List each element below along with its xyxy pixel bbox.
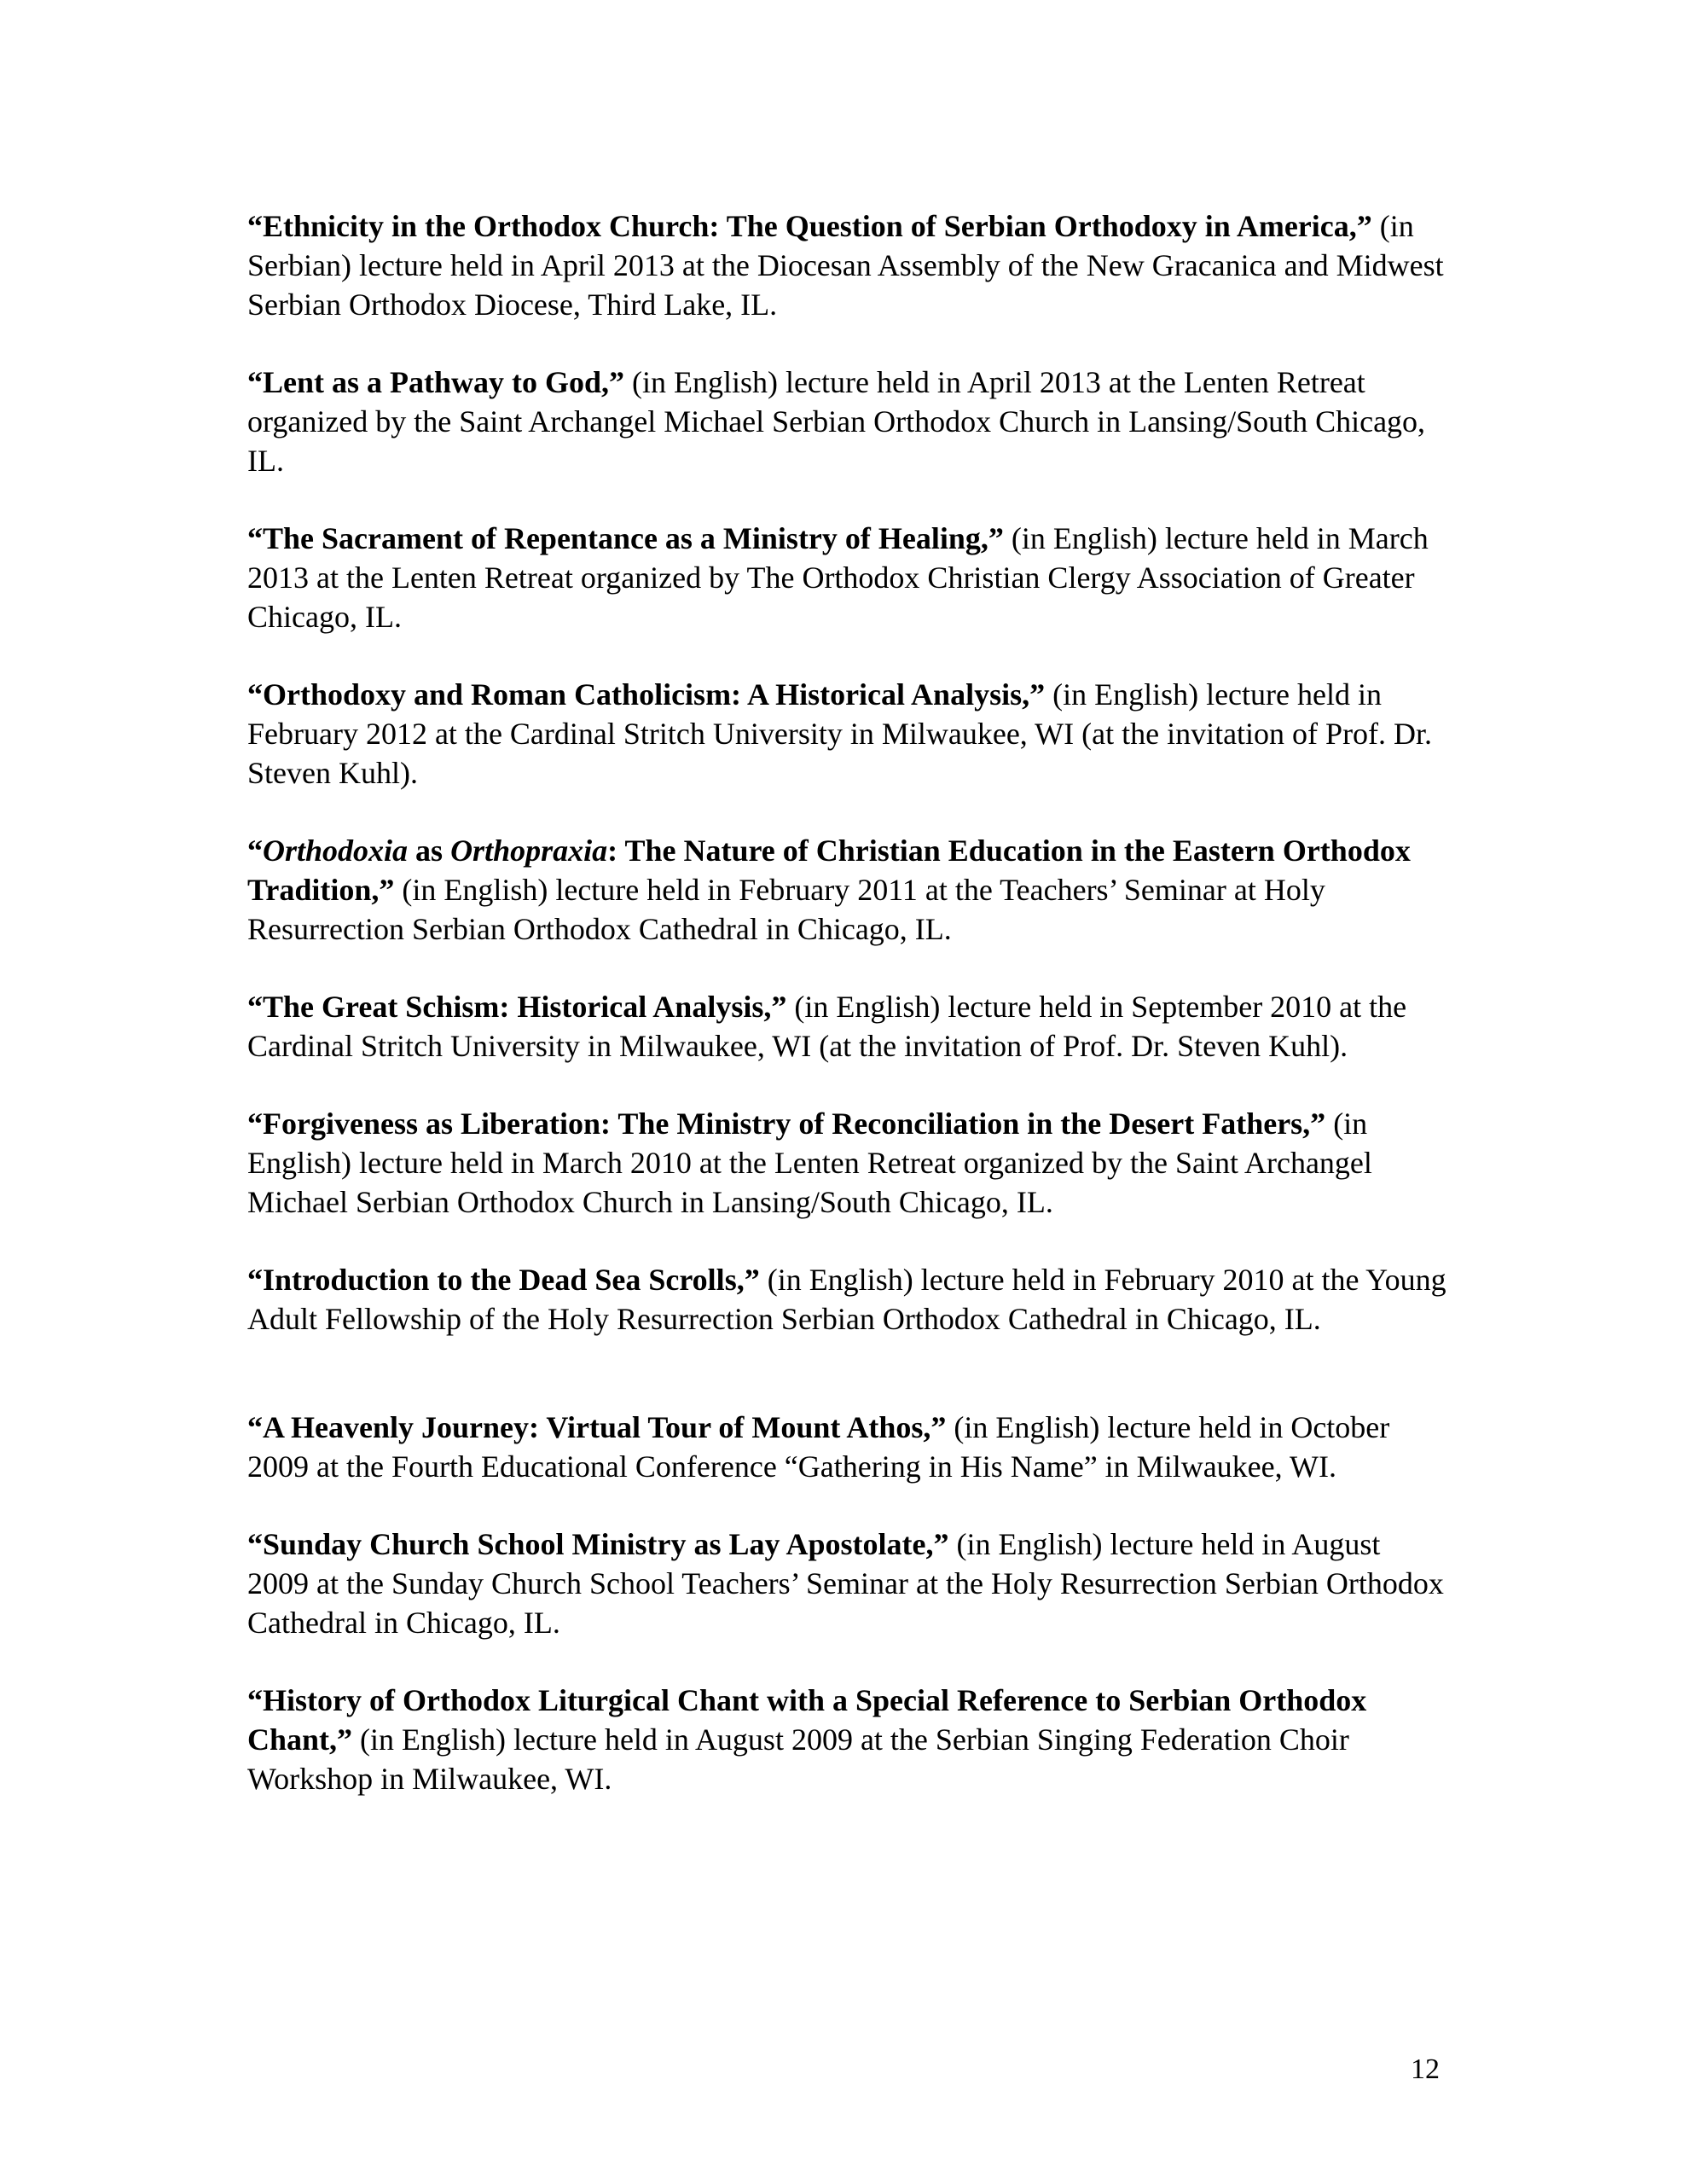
title-text: : The Nature of Christian Education in the Eastern Orthodox Tradition,” [247,834,1411,907]
lecture-desc: (in Serbian) lecture held in April 2013 at the Diocesan Assembly of the New Gracanica and Midwest Serbian Orthodox Diocese, Third Lake, IL. [247,209,1444,322]
lecture-title: “Ethnicity in the Orthodox Church: The Question of Serbian Orthodoxy in America,” [247,209,1372,243]
lecture-list [247,206,1448,1837]
lecture-title: “History of Orthodox Liturgical Chant with a Special Reference to Serbian Orthodox Chant,” [247,1683,1367,1757]
lecture-entry [247,1408,1448,1486]
lecture-desc: (in English) lecture held in September 2010 at the Cardinal Stritch University in Milwaukee, WI (at the invitation of Prof. Dr. Steven Kuhl). [247,990,1407,1063]
lecture-desc: (in English) lecture held in February 2011 at the Teachers’ Seminar at Holy Resurrection Serbian Orthodox Cathedral in Chicago, IL. [247,873,1325,946]
lecture-desc: (in English) lecture held in February 2012 at the Cardinal Stritch University in Milwaukee, WI (at the invitation of Prof. Dr. Steven Kuhl). [247,677,1433,790]
lecture-desc: (in English) lecture held in March 2013 at the Lenten Retreat organized by The Orthodox Christian Clergy Association of Greater Chicago, IL. [247,521,1429,634]
lecture-entry [247,987,1448,1066]
lecture-entry [247,206,1448,324]
lecture-title: “The Sacrament of Repentance as a Ministry of Healing,” [247,521,1004,555]
lecture-entry [247,363,1448,480]
title-text: as [408,834,451,868]
lecture-title: “The Great Schism: Historical Analysis,” [247,990,787,1024]
lecture-desc: (in English) lecture held in March 2010 at the Lenten Retreat organized by the Saint Archangel Michael Serbian Orthodox Church in Lansing/South Chicago, IL. [247,1107,1372,1219]
lecture-title: “Orthodoxy and Roman Catholicism: A Historical Analysis,” [247,677,1046,712]
page-number: 12 [1411,2053,1440,2085]
lecture-desc: (in English) lecture held in October 2009 at the Fourth Educational Conference “Gathering in His Name” in Milwaukee, WI. [247,1410,1390,1484]
lecture-desc: (in English) lecture held in April 2013 at the Lenten Retreat organized by the Saint Archangel Michael Serbian Orthodox Church in Lansing/South Chicago, IL. [247,365,1426,478]
lecture-entry [247,1681,1448,1798]
lecture-desc: (in English) lecture held in August 2009 at the Sunday Church School Teachers’ Seminar at the Holy Resurrection Serbian Orthodox Cathedral in Chicago, IL. [247,1527,1444,1640]
lecture-desc: (in English) lecture held in August 2009 at the Serbian Singing Federation Choir Workshop in Milwaukee, WI. [247,1722,1349,1796]
paragraph-gap [247,1377,1448,1408]
lecture-title: “Introduction to the Dead Sea Scrolls,” [247,1263,760,1297]
title-italic-term: Orthodoxia [263,834,409,868]
lecture-title: “Lent as a Pathway to God,” [247,365,625,399]
title-italic-term: Orthopraxia [450,834,608,868]
lecture-entry [247,1260,1448,1339]
title-text: “ [247,834,263,868]
lecture-title: “Forgiveness as Liberation: The Ministry of Reconciliation in the Desert Fathers,” [247,1107,1326,1141]
lecture-entry [247,519,1448,636]
lecture-title: “Sunday Church School Ministry as Lay Apostolate,” [247,1527,949,1561]
lecture-desc: (in English) lecture held in February 2010 at the Young Adult Fellowship of the Holy Resurrection Serbian Orthodox Cathedral in Chicago, IL. [247,1263,1446,1336]
lecture-entry [247,1104,1448,1222]
lecture-entry [247,675,1448,793]
lecture-entry [247,831,1448,949]
lecture-title: “A Heavenly Journey: Virtual Tour of Mount Athos,” [247,1410,947,1444]
lecture-entry [247,1525,1448,1642]
